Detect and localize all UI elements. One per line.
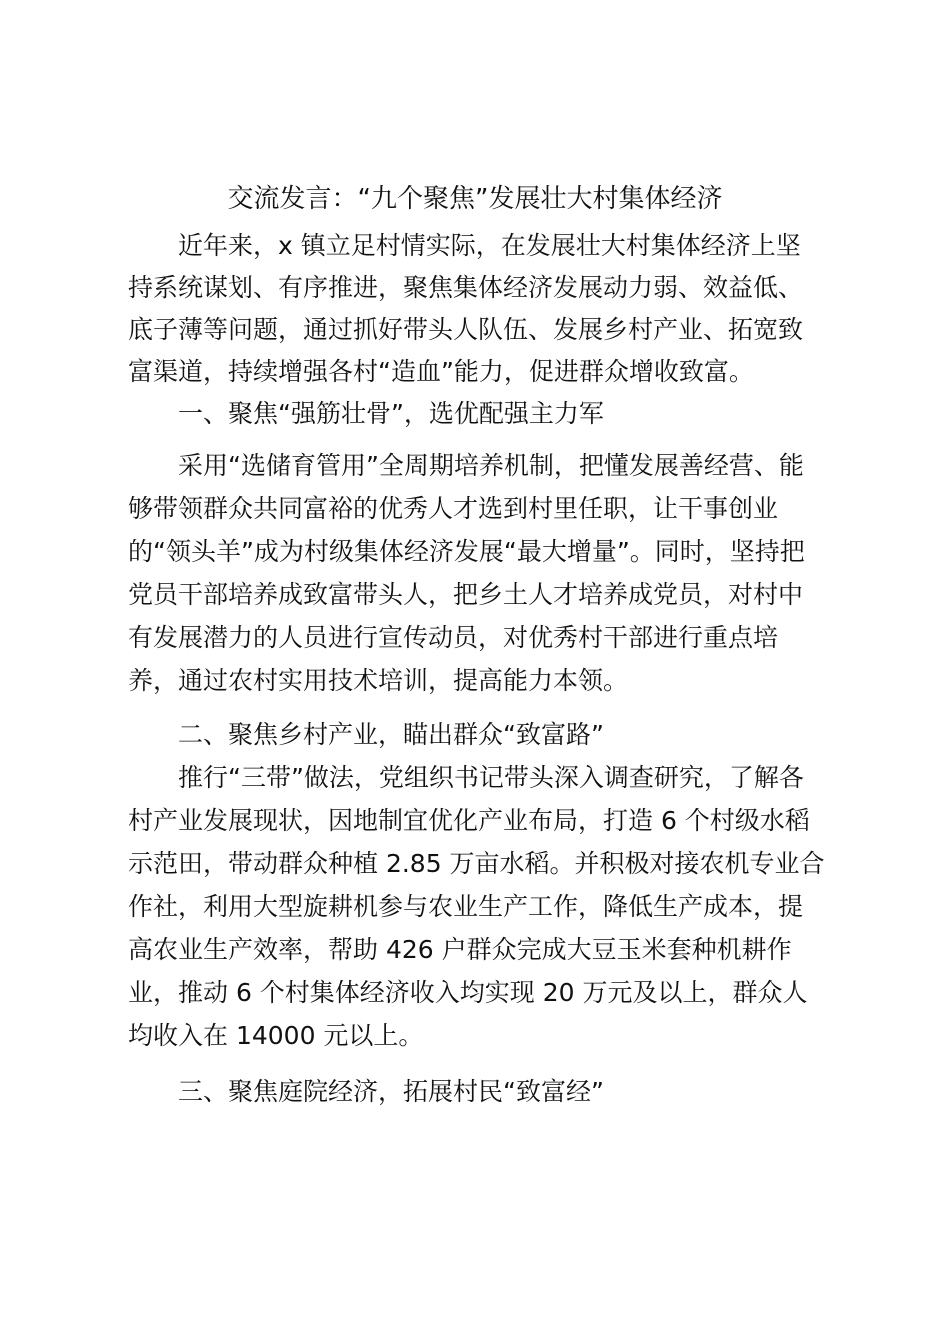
section-heading: 一、聚焦“强筋壮骨”，选优配强主力军 bbox=[178, 399, 604, 428]
paragraph-line: 采用“选储育管用”全周期培养机制，把懂发展善经营、能 bbox=[178, 451, 804, 480]
paragraph-line: 的“领头羊”成为村级集体经济发展“最大增量”。同时，坚持把 bbox=[128, 537, 805, 566]
paragraph-line: 推行“三带”做法，党组织书记带头深入调查研究，了解各 bbox=[178, 763, 804, 792]
paragraph-line: 持系统谋划、有序推进，聚焦集体经济发展动力弱、效益低、 bbox=[128, 273, 804, 302]
section-heading: 三、聚焦庭院经济，拓展村民“致富经” bbox=[178, 1077, 604, 1106]
paragraph-line: 底子薄等问题，通过抓好带头人队伍、发展乡村产业、拓宽致 bbox=[128, 315, 804, 344]
paragraph-line: 村产业发展现状，因地制宜优化产业布局，打造 6 个村级水稻 bbox=[128, 806, 810, 835]
paragraph-line: 高农业生产效率，帮助 426 户群众完成大豆玉米套种机耕作 bbox=[128, 935, 792, 964]
paragraph-line: 党员干部培养成致富带头人，把乡土人才培养成党员，对村中 bbox=[128, 580, 804, 609]
paragraph-line: 养，通过农村实用技术培训，提高能力本领。 bbox=[128, 666, 629, 695]
paragraph-line: 作社，利用大型旋耕机参与农业生产工作，降低生产成本，提 bbox=[128, 892, 804, 921]
paragraph-line: 业，推动 6 个村集体经济收入均实现 20 万元及以上，群众人 bbox=[128, 978, 808, 1007]
paragraph-line: 均收入在 14000 元以上。 bbox=[128, 1021, 424, 1050]
paragraph-line: 近年来，x 镇立足村情实际，在发展壮大村集体经济上坚 bbox=[178, 231, 801, 260]
paragraph-line: 示范田，带动群众种植 2.85 万亩水稻。并积极对接农机专业合 bbox=[128, 849, 825, 878]
paragraph-line: 富渠道，持续增强各村“造血”能力，促进群众增收致富。 bbox=[128, 357, 754, 386]
section-heading: 二、聚焦乡村产业，瞄出群众“致富路” bbox=[178, 720, 604, 749]
document-title: 交流发言：“九个聚焦”发展壮大村集体经济 bbox=[227, 184, 723, 214]
paragraph-line: 够带领群众共同富裕的优秀人才选到村里任职，让干事创业 bbox=[128, 494, 779, 523]
paragraph-line: 有发展潜力的人员进行宣传动员，对优秀村干部进行重点培 bbox=[128, 623, 779, 652]
